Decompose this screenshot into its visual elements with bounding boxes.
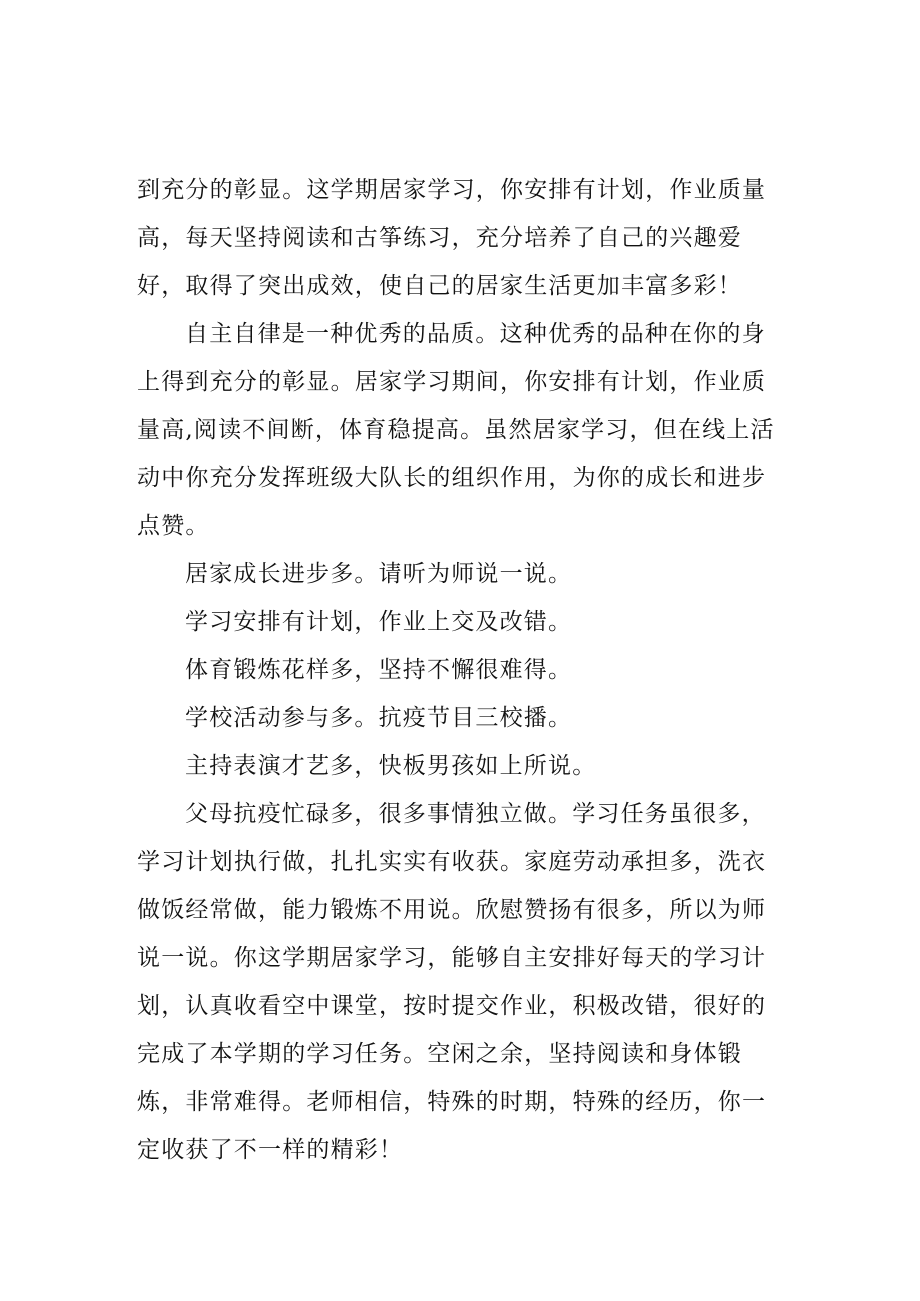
paragraph-parents: 父母抗疫忙碌多，很多事情独立做。学习任务虽很多，学习计划执行做，扎扎实实有收获。家庭劳动承担多，洗衣做饭经常做，能力锻炼不用说。欣慰赞扬有很多，所以为师说一说。你这学期居家学习，能够自主安排好每天的学习计划，认真收看空中课堂，按时提交作业，积极改错，很好的完成了本学期的学习任务。空闲之余，坚持阅读和身体锻炼，非常难得。老师相信，特殊的时期，特殊的经历，你一定收获了不一样的精彩！ — [137, 801, 767, 1163]
verse-line-1: 居家成长进步多。请听为师说一说。 — [185, 561, 573, 587]
paragraph-continued: 到充分的彰显。这学期居家学习，你安排有计划，作业质量高，每天坚持阅读和古筝练习，充分培养了自己的兴趣爱好，取得了突出成效，使自己的居家生活更加丰富多彩！ — [137, 177, 767, 299]
verse-line-3: 体育锻炼花样多，坚持不懈很难得。 — [185, 657, 573, 683]
paragraph-self-discipline: 自主自律是一种优秀的品质。这种优秀的品种在你的身上得到充分的彰显。居家学习期间，你安排有计划，作业质量高,阅读不间断，体育稳提高。虽然居家学习，但在线上活动中你充分发挥班级大队长的组织作用，为你的成长和进步点赞。 — [137, 321, 775, 539]
verse-line-4: 学校活动参与多。抗疫节目三校播。 — [185, 705, 573, 731]
document-body — [137, 166, 787, 1174]
verse-line-5: 主持表演才艺多，快板男孩如上所说。 — [185, 753, 597, 779]
verse-line-2: 学习安排有计划，作业上交及改错。 — [185, 609, 573, 635]
